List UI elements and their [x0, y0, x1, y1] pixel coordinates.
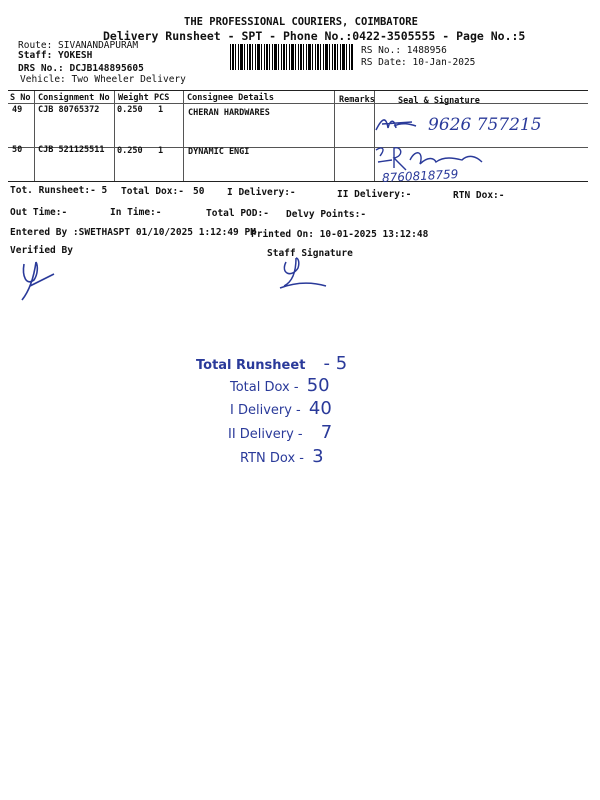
out-time: Out Time:-	[10, 207, 68, 218]
header-seal-signature: Seal & Signature	[398, 96, 480, 106]
tot-runsheet: Tot. Runsheet:- 5	[10, 185, 108, 196]
stamp-rtn-dox	[240, 446, 324, 467]
in-time: In Time:-	[110, 207, 162, 218]
rs-date: RS Date: 10-Jan-2025	[361, 57, 476, 68]
rtn-dox: RTN Dox:-	[453, 190, 505, 201]
stamp-value: 7	[320, 422, 333, 443]
row-1-consignee: CHERAN HARDWARES	[188, 108, 270, 118]
stamp-label: RTN Dox -	[240, 451, 304, 466]
verified-by: Verified By	[10, 245, 73, 256]
row-1-sno: 49	[12, 105, 23, 115]
row-2-consignment: CJB 521125511	[38, 145, 105, 155]
stamp-label: Total Runsheet	[196, 358, 306, 373]
stamp-label: Total Dox -	[230, 380, 299, 395]
stamp-label: I Delivery -	[230, 403, 301, 418]
header-sno: S No	[10, 93, 31, 103]
total-dox-label: Total Dox:-	[121, 186, 184, 197]
stamp-i-delivery	[230, 398, 332, 419]
route-label: Route: SIVANANDAPURAM	[18, 40, 139, 51]
entered-by: Entered By :SWETHASPT 01/10/2025 1:12:49 PM	[10, 227, 256, 238]
vehicle-label: Vehicle: Two Wheeler Delivery	[20, 74, 186, 85]
barcode	[230, 44, 354, 70]
runsheet-title: Delivery Runsheet - SPT - Phone No.:0422-3505555 - Page No.:5	[103, 29, 526, 43]
stamp-total-runsheet	[196, 353, 347, 374]
row-2-consignee: DYNAMIC ENGI	[188, 147, 250, 157]
row-2-pcs: 1	[158, 146, 164, 156]
row-1-consignment: CJB 80765372	[38, 105, 100, 115]
ii-delivery: II Delivery:-	[337, 189, 412, 200]
company-name: THE PROFESSIONAL COURIERS, COIMBATORE	[184, 16, 418, 28]
total-dox-value: 50	[193, 186, 205, 197]
stamp-ii-delivery	[228, 422, 332, 443]
stamp-value: 3	[312, 446, 324, 467]
staff-signature-icon	[276, 252, 332, 292]
staff-signature-label: Staff Signature	[267, 248, 353, 259]
drs-number: DRS No.: DCJB148895605	[18, 63, 144, 74]
header-consignment: Consignment No	[38, 93, 110, 103]
header-pcs: PCS	[154, 93, 170, 103]
printed-on: Printed On: 10-01-2025 13:12:48	[251, 229, 429, 240]
row-2-handwritten-phone: 8760818759	[381, 167, 459, 185]
header-remarks: Remarks	[339, 95, 375, 105]
row-1-handwritten-phone: 9626 757215	[428, 115, 542, 135]
stamp-value: - 5	[323, 353, 348, 374]
header-consignee: Consignee Details	[187, 93, 274, 103]
delvy-points: Delvy Points:-	[286, 209, 367, 220]
stamp-value: 50	[306, 375, 330, 396]
verifier-signature-icon	[16, 256, 60, 306]
header-weight: Weight	[118, 93, 149, 103]
stamp-value: 40	[308, 398, 332, 419]
row-1-pcs: 1	[158, 105, 164, 115]
stamp-label: II Delivery -	[228, 427, 303, 442]
stamp-total-dox	[230, 375, 330, 396]
i-delivery: I Delivery:-	[227, 187, 296, 198]
rs-number: RS No.: 1488956	[361, 45, 447, 56]
total-pod: Total POD:-	[206, 208, 269, 219]
row-2-weight: 0.250	[117, 146, 143, 156]
staff-label: Staff: YOKESH	[18, 50, 93, 61]
consignment-table	[8, 90, 588, 182]
row-1-weight: 0.250	[117, 105, 143, 115]
row-2-sno: 50	[12, 145, 23, 155]
handwritten-signature-1-icon	[372, 112, 432, 136]
